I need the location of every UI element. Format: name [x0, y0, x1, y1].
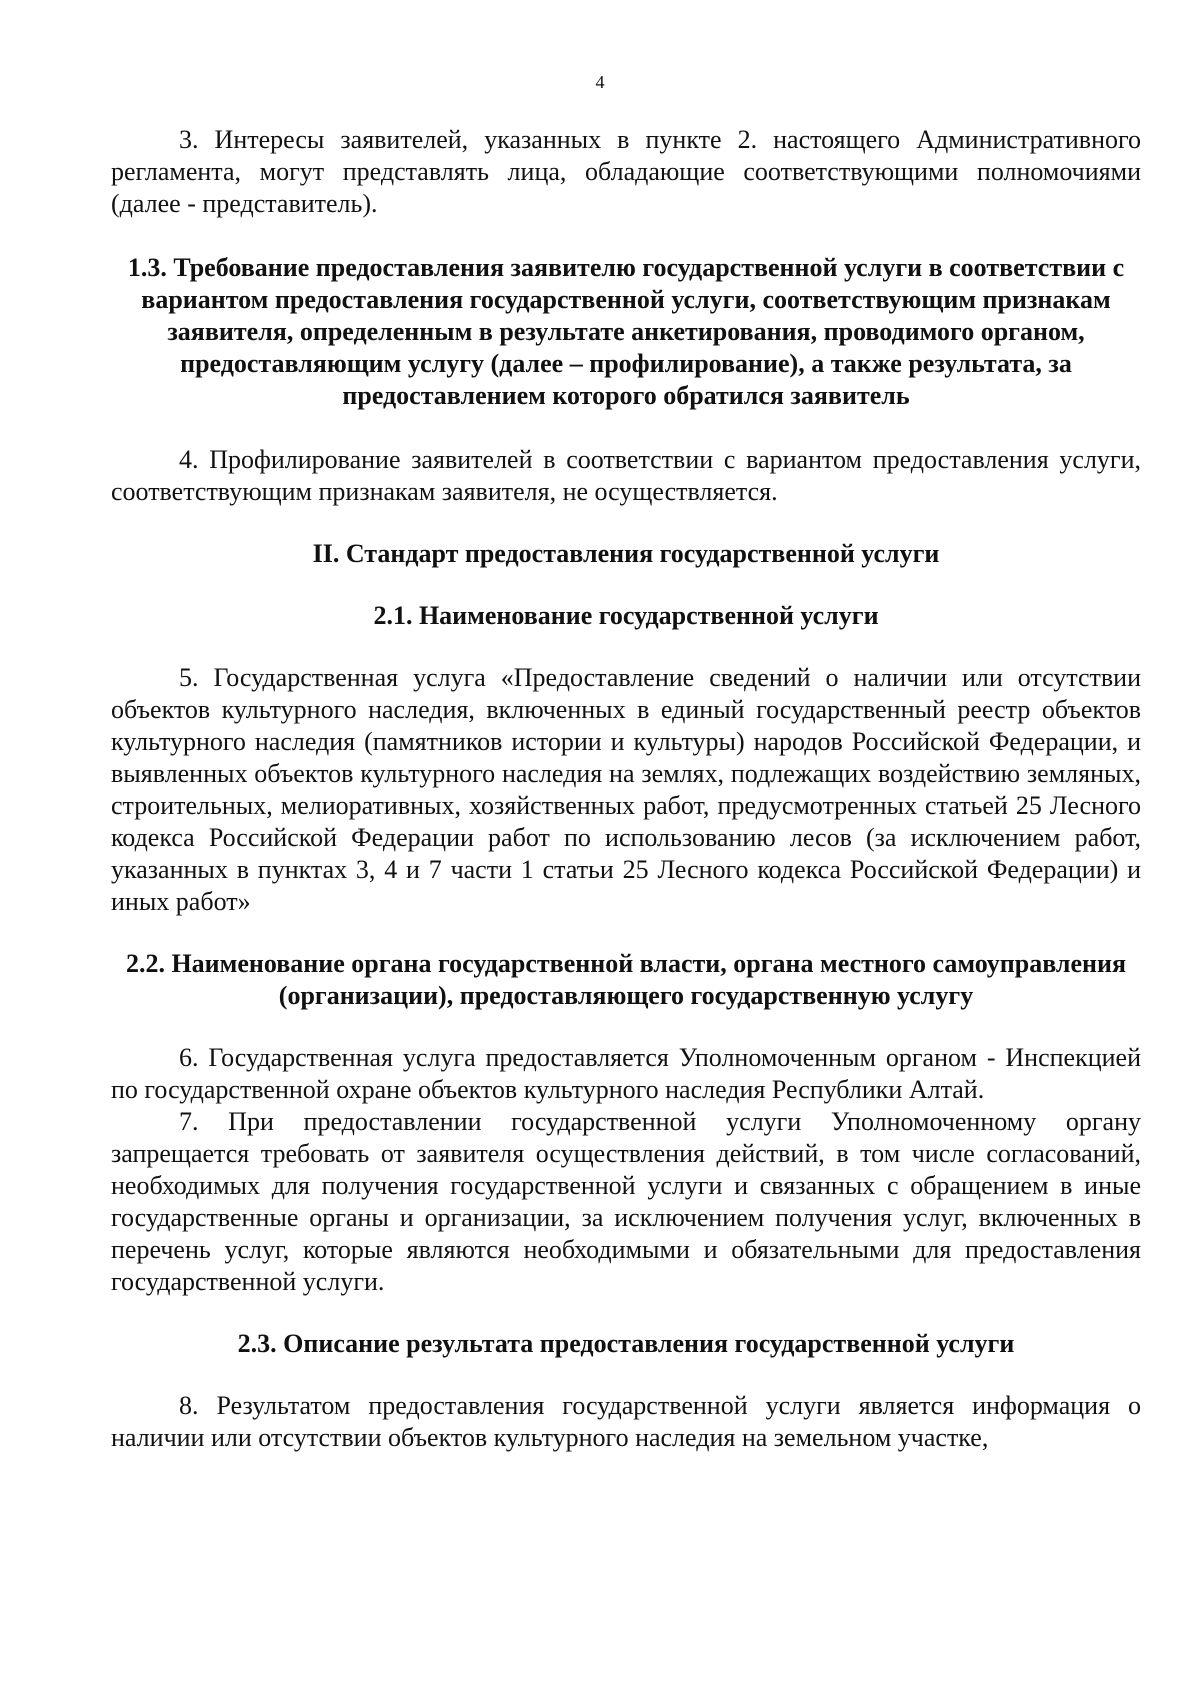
section-heading-2-1: 2.1. Наименование государственной услуги [373, 601, 879, 630]
chapter-heading-ii: II. Стандарт предоставления государственной услуги [312, 539, 940, 568]
page-number: 4 [595, 72, 605, 92]
paragraph-6: 6. Государственная услуга предоставляется Уполномоченным органом - Инспекцией по государственной охране объектов культурного наследия Республики Алтай. [111, 1043, 1141, 1104]
section-heading-2-2: 2.2. Наименование органа государственной власти, органа местного самоуправления (организации), предоставляющего государственную услугу [125, 949, 1127, 1010]
paragraph-4: 4. Профилирование заявителей в соответствии с вариантом предоставления услуги, соответствующим признакам заявителя, не осуществляется. [111, 445, 1141, 506]
paragraph-5: 5. Государственная услуга «Предоставление сведений о наличии или отсутствии объектов культурного наследия, включенных в единый государственный реестр объектов культурного наследия (памятников истории и культуры) народов Российской Федерации, и выявленных объектов культурного наследия на землях, подлежащих воздействию земляных, строительных, мелиоративных, хозяйственных работ, предусмотренных статьей 25 Лесного кодекса Российской Федерации работ по использованию лесов (за исключением работ, указанных в пунктах 3, 4 и 7 части 1 статьи 25 Лесного кодекса Российской Федерации) и иных работ» [111, 663, 1141, 916]
section-heading-1-3: 1.3. Требование предоставления заявителю государственной услуги в соответствии с вариантом предоставления государственной услуги, соответствующим признакам заявителя, определенным в результате анкетирования, проводимого органом, предоставляющим услугу (далее – профилирование), а также результата, за предоставлением которого обратился заявитель [127, 253, 1125, 410]
paragraph-7: 7. При предоставлении государственной услуги Уполномоченному органу запрещается требовать от заявителя осуществления действий, в том числе согласований, необходимых для получения государственной услуги и связанных с обращением в иные государственные органы и организации, за исключением получения услуг, включенных в перечень услуг, которые являются необходимыми и обязательными для предоставления государственной услуги. [111, 1107, 1141, 1296]
paragraph-8: 8. Результатом предоставления государственной услуги является информация о наличии или отсутствии объектов культурного наследия на земельном участке, [111, 1391, 1141, 1452]
paragraph-3: 3. Интересы заявителей, указанных в пункте 2. настоящего Административного регламента, могут представлять лица, обладающие соответствующими полномочиями (далее - представитель). [111, 125, 1141, 218]
section-heading-2-3: 2.3. Описание результата предоставления государственной услуги [237, 1329, 1015, 1358]
document-body [111, 124, 1141, 1454]
